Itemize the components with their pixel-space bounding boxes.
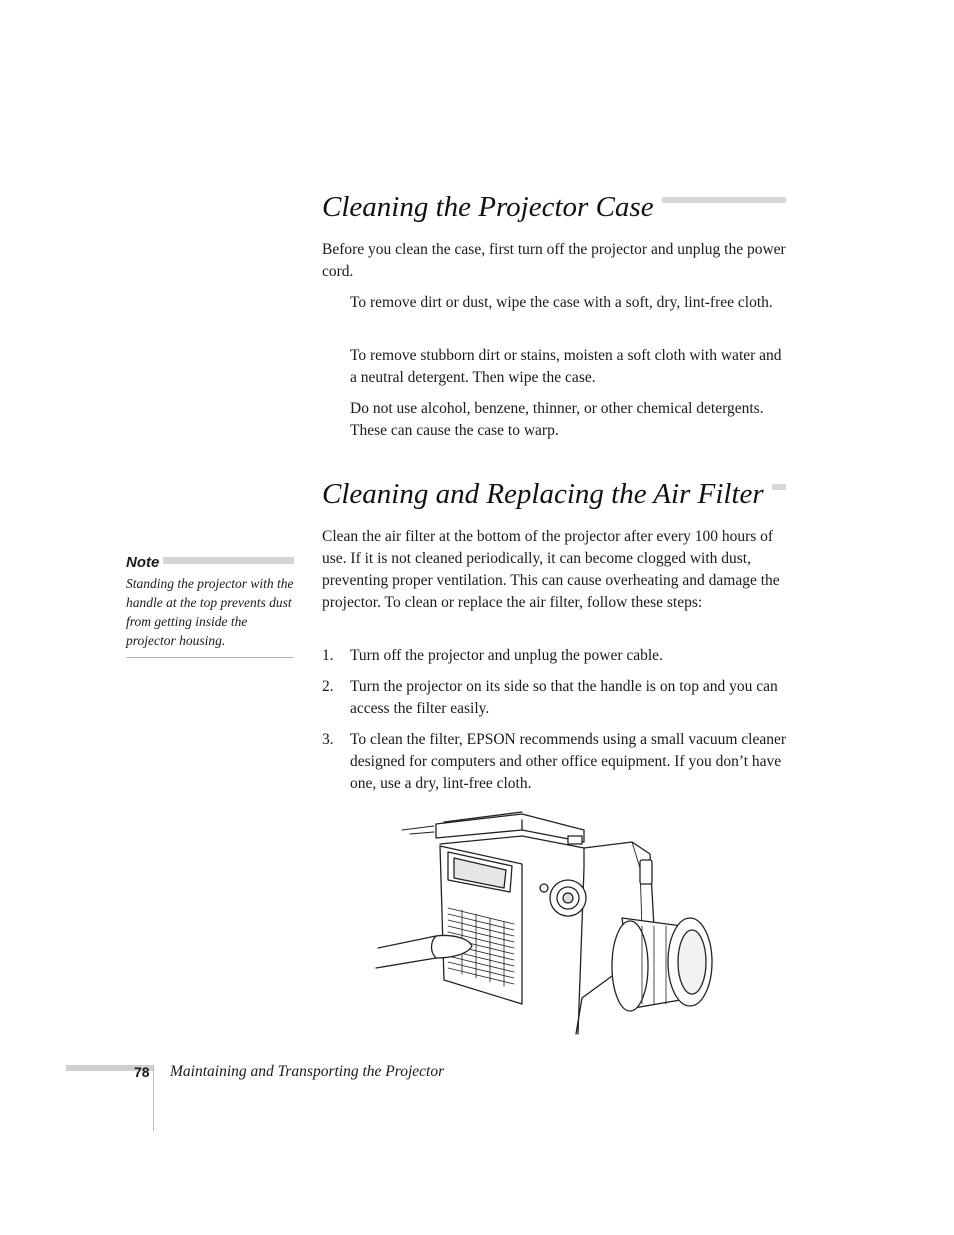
projector-illustration: [372, 808, 722, 1038]
paragraph: Clean the air filter at the bottom of the projector after every 100 hours of use. If it is not cleaned periodically, it can become clogged with dust, preventing proper ventilation. This can cause overheating and damage the projector. To clean or replace the air filter, follow these steps:: [322, 528, 780, 611]
section-heading: Cleaning the Projector Case: [322, 190, 662, 224]
page-number: 78: [134, 1064, 150, 1080]
filter-cover: [440, 846, 522, 1004]
step-number: 2.: [322, 678, 334, 695]
step-text: Turn the projector on its side so that the handle is on top and you can access the filter easily.: [350, 678, 778, 717]
step-text: To clean the filter, EPSON recommends using a small vacuum cleaner designed for computers and other office equipment. If you don’t have one, use a dry, lint-free cloth.: [350, 731, 787, 792]
footer-divider: [153, 1065, 154, 1131]
step-text: Turn off the projector and unplug the power cable.: [350, 647, 663, 664]
paragraph: To remove dirt or dust, wipe the case with a soft, dry, lint-free cloth.: [350, 294, 773, 311]
paragraph: Do not use alcohol, benzene, thinner, or other chemical detergents. These can cause the case to warp.: [350, 400, 764, 439]
paragraph: To remove stubborn dirt or stains, moisten a soft cloth with water and a neutral detergent. Then wipe the case.: [350, 347, 782, 386]
note-divider: [126, 657, 294, 658]
projector-lens: [612, 918, 712, 1011]
step-number: 3.: [322, 731, 334, 748]
paragraph: Before you clean the case, first turn off the projector and unplug the power cord.: [322, 241, 786, 280]
step-number: 1.: [322, 647, 334, 664]
note-label: Note: [126, 554, 163, 572]
note-text: Standing the projector with the handle at the top prevents dust from getting inside the projector housing.: [126, 576, 294, 648]
footer-title: Maintaining and Transporting the Projector: [170, 1063, 445, 1080]
section-heading: Cleaning and Replacing the Air Filter: [322, 477, 772, 511]
